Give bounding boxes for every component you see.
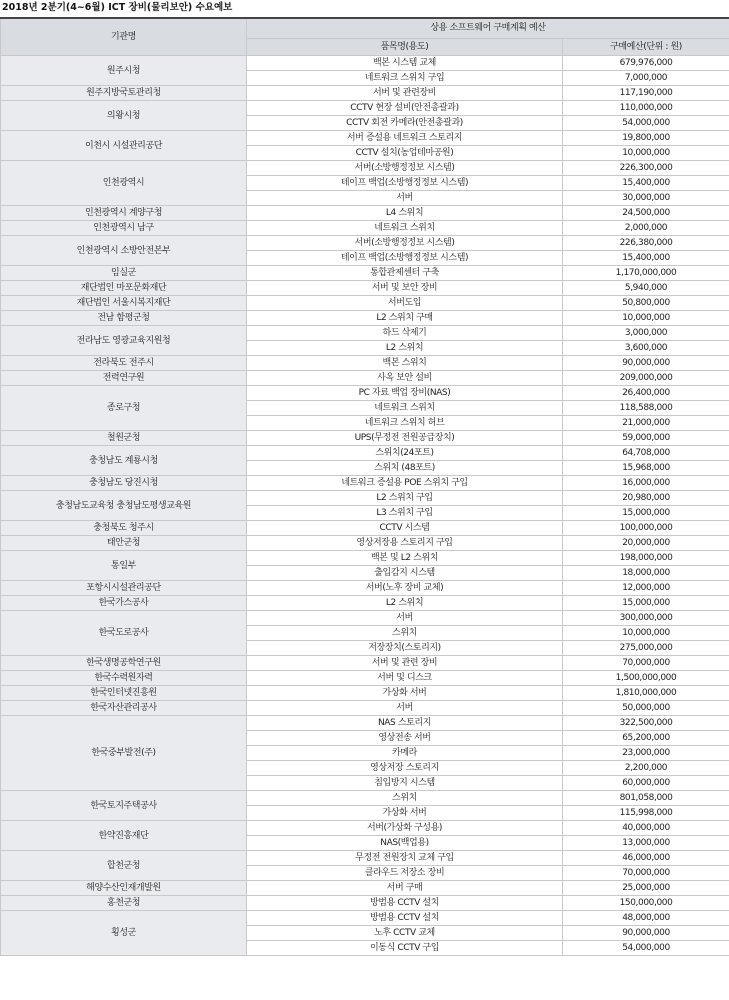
budget-cell: 90,000,000: [563, 356, 729, 371]
table-row: [1, 161, 729, 176]
budget-cell: 50,000,000: [563, 701, 729, 716]
budget-cell: 7,000,000: [563, 71, 729, 86]
item-cell: 가상화 서버: [247, 686, 563, 701]
budget-cell: 110,000,000: [563, 101, 729, 116]
budget-cell: 679,976,000: [563, 56, 729, 71]
budget-cell: 48,000,000: [563, 911, 729, 926]
budget-cell: 209,000,000: [563, 371, 729, 386]
budget-cell: 3,600,000: [563, 341, 729, 356]
org-cell: 원주지방국토관리청: [1, 86, 247, 101]
org-cell: 인천광역시 소방안전본부: [1, 236, 247, 266]
budget-cell: 13,000,000: [563, 836, 729, 851]
budget-cell: 150,000,000: [563, 896, 729, 911]
budget-cell: 115,998,000: [563, 806, 729, 821]
org-cell: 충청북도 청주시: [1, 521, 247, 536]
item-cell: 네트워크 증설용 POE 스위치 구입: [247, 476, 563, 491]
org-cell: 통일부: [1, 551, 247, 581]
item-cell: 백본 및 L2 스위치: [247, 551, 563, 566]
budget-cell: 20,000,000: [563, 536, 729, 551]
table-row: [1, 686, 729, 701]
item-cell: 카메라: [247, 746, 563, 761]
budget-cell: 10,000,000: [563, 626, 729, 641]
table-row: [1, 236, 729, 251]
item-cell: 서버(가상화 구성용): [247, 821, 563, 836]
table-row: [1, 386, 729, 401]
table-row: [1, 476, 729, 491]
item-cell: 서버 및 디스크: [247, 671, 563, 686]
budget-cell: 198,000,000: [563, 551, 729, 566]
org-cell: 인천광역시 남구: [1, 221, 247, 236]
org-cell: 전라남도 영광교육지원청: [1, 326, 247, 356]
org-cell: 횡성군: [1, 911, 247, 956]
budget-cell: 15,400,000: [563, 176, 729, 191]
table-row: [1, 131, 729, 146]
item-cell: 영상저장용 스토리지 구입: [247, 536, 563, 551]
budget-cell: 118,588,000: [563, 401, 729, 416]
table-row: [1, 551, 729, 566]
item-cell: 클라우드 저장소 장비: [247, 866, 563, 881]
page-title: 2018년 2분기(4~6월) ICT 장비(물리보안) 수요예보: [2, 2, 233, 13]
org-cell: 포항시시설관리공단: [1, 581, 247, 596]
org-cell: 전남 함평군청: [1, 311, 247, 326]
item-cell: 침입방지 시스템: [247, 776, 563, 791]
item-cell: L2 스위치: [247, 341, 563, 356]
budget-cell: 2,200,000: [563, 761, 729, 776]
budget-cell: 15,000,000: [563, 506, 729, 521]
item-cell: 네트워크 스위치: [247, 221, 563, 236]
budget-cell: 3,000,000: [563, 326, 729, 341]
budget-cell: 46,000,000: [563, 851, 729, 866]
table-row: [1, 881, 729, 896]
table-row: [1, 716, 729, 731]
org-cell: 한국가스공사: [1, 596, 247, 611]
budget-cell: 18,000,000: [563, 566, 729, 581]
table-row: [1, 821, 729, 836]
item-cell: 서버 및 관련장비: [247, 86, 563, 101]
item-cell: 네트워크 스위치 구입: [247, 71, 563, 86]
table-row: [1, 281, 729, 296]
item-cell: 서버: [247, 191, 563, 206]
budget-cell: 24,500,000: [563, 206, 729, 221]
table-row: [1, 596, 729, 611]
item-cell: NAS(백업용): [247, 836, 563, 851]
org-cell: 인천광역시 계양구청: [1, 206, 247, 221]
budget-cell: 21,000,000: [563, 416, 729, 431]
item-cell: 서버(소방행정정보 시스템): [247, 161, 563, 176]
org-cell: 합천군청: [1, 851, 247, 881]
header-org: 기관명: [1, 18, 247, 56]
item-cell: 방범용 CCTV 설치: [247, 896, 563, 911]
budget-cell: 12,000,000: [563, 581, 729, 596]
table-row: [1, 521, 729, 536]
org-cell: 충청남도교육청 충청남도평생교육원: [1, 491, 247, 521]
item-cell: 서버도입: [247, 296, 563, 311]
item-cell: 영상저장 스토리지: [247, 761, 563, 776]
item-cell: 가상화 서버: [247, 806, 563, 821]
budget-cell: 117,190,000: [563, 86, 729, 101]
org-cell: 의왕시청: [1, 101, 247, 131]
table-row: [1, 446, 729, 461]
table-row: [1, 86, 729, 101]
org-cell: 태안군청: [1, 536, 247, 551]
org-cell: 전라북도 전주시: [1, 356, 247, 371]
table-row: [1, 851, 729, 866]
table-row: [1, 491, 729, 506]
org-cell: 종로구청: [1, 386, 247, 431]
item-cell: L3 스위치 구입: [247, 506, 563, 521]
item-cell: 백본 시스템 교체: [247, 56, 563, 71]
header-group: 상용 소프트웨어 구매계획 예산: [247, 18, 729, 39]
org-cell: 충청남도 당진시청: [1, 476, 247, 491]
table-row: [1, 266, 729, 281]
budget-cell: 5,940,000: [563, 281, 729, 296]
table-row: [1, 431, 729, 446]
item-cell: L2 스위치: [247, 596, 563, 611]
item-cell: 서버(소방행정정보 시스템): [247, 236, 563, 251]
item-cell: CCTV 회전 카메라(안전총괄과): [247, 116, 563, 131]
table-row: [1, 611, 729, 626]
header-budget: 구매예산(단위 : 원): [563, 39, 729, 56]
item-cell: CCTV 현장 설비(안전총괄과): [247, 101, 563, 116]
item-cell: 테이프 백업(소방행정정보 시스템): [247, 251, 563, 266]
budget-cell: 15,000,000: [563, 596, 729, 611]
item-cell: 테이프 백업(소방행정정보 시스템): [247, 176, 563, 191]
budget-cell: 16,000,000: [563, 476, 729, 491]
item-cell: 백본 스위치: [247, 356, 563, 371]
table-header: [1, 18, 729, 56]
budget-cell: 90,000,000: [563, 926, 729, 941]
table-row: [1, 206, 729, 221]
budget-table: [0, 17, 729, 956]
org-cell: 한국인터넷진흥원: [1, 686, 247, 701]
budget-cell: 23,000,000: [563, 746, 729, 761]
item-cell: UPS(무정전 전원공급장치): [247, 431, 563, 446]
budget-cell: 15,400,000: [563, 251, 729, 266]
budget-cell: 40,000,000: [563, 821, 729, 836]
budget-cell: 1,500,000,000: [563, 671, 729, 686]
table-row: [1, 311, 729, 326]
org-cell: 임실군: [1, 266, 247, 281]
org-cell: 한국토지주택공사: [1, 791, 247, 821]
table-row: [1, 536, 729, 551]
org-cell: 전력연구원: [1, 371, 247, 386]
table-row: [1, 221, 729, 236]
org-cell: 한국수력원자력: [1, 671, 247, 686]
budget-cell: 10,000,000: [563, 311, 729, 326]
table-row: [1, 581, 729, 596]
item-cell: L2 스위치 구입: [247, 491, 563, 506]
header-item: 품목명(용도): [247, 39, 563, 56]
org-cell: 충청남도 계룡시청: [1, 446, 247, 476]
budget-cell: 30,000,000: [563, 191, 729, 206]
table-row: [1, 326, 729, 341]
org-cell: 철원군청: [1, 431, 247, 446]
org-cell: 한국도로공사: [1, 611, 247, 656]
budget-cell: 20,980,000: [563, 491, 729, 506]
item-cell: 사옥 보안 설비: [247, 371, 563, 386]
item-cell: L4 스위치: [247, 206, 563, 221]
item-cell: 네트워크 스위치 허브: [247, 416, 563, 431]
budget-cell: 100,000,000: [563, 521, 729, 536]
item-cell: 스위치(24포트): [247, 446, 563, 461]
item-cell: 하드 삭제기: [247, 326, 563, 341]
table-row: [1, 656, 729, 671]
item-cell: 서버 및 보안 장비: [247, 281, 563, 296]
budget-cell: 2,000,000: [563, 221, 729, 236]
org-cell: 원주시청: [1, 56, 247, 86]
budget-cell: 19,800,000: [563, 131, 729, 146]
org-cell: 재단법인 서울시복지재단: [1, 296, 247, 311]
budget-cell: 70,000,000: [563, 866, 729, 881]
item-cell: L2 스위치 구매: [247, 311, 563, 326]
budget-cell: 64,708,000: [563, 446, 729, 461]
table-row: [1, 671, 729, 686]
item-cell: 서버 증설용 네트워크 스토리지: [247, 131, 563, 146]
budget-cell: 54,000,000: [563, 941, 729, 956]
org-cell: 한국자산관리공사: [1, 701, 247, 716]
item-cell: 서버: [247, 611, 563, 626]
budget-cell: 59,000,000: [563, 431, 729, 446]
item-cell: 서버(노후 장비 교체): [247, 581, 563, 596]
budget-cell: 226,300,000: [563, 161, 729, 176]
item-cell: 네트워크 스위치: [247, 401, 563, 416]
table-row: [1, 101, 729, 116]
item-cell: 노후 CCTV 교체: [247, 926, 563, 941]
item-cell: CCTV 설치(농업테마공원): [247, 146, 563, 161]
table-row: [1, 896, 729, 911]
org-cell: 한약진흥재단: [1, 821, 247, 851]
budget-cell: 300,000,000: [563, 611, 729, 626]
budget-cell: 226,380,000: [563, 236, 729, 251]
budget-cell: 15,968,000: [563, 461, 729, 476]
table-row: [1, 296, 729, 311]
item-cell: PC 자료 백업 장비(NAS): [247, 386, 563, 401]
item-cell: 스위치: [247, 791, 563, 806]
org-cell: 한국생명공학연구원: [1, 656, 247, 671]
item-cell: 영상전송 서버: [247, 731, 563, 746]
table-row: [1, 356, 729, 371]
item-cell: 스위치: [247, 626, 563, 641]
table-row: [1, 371, 729, 386]
budget-cell: 65,200,000: [563, 731, 729, 746]
item-cell: 서버 구매: [247, 881, 563, 896]
item-cell: 스위치 (48포트): [247, 461, 563, 476]
item-cell: 저장장치(스토리지): [247, 641, 563, 656]
budget-cell: 322,500,000: [563, 716, 729, 731]
item-cell: NAS 스토리지: [247, 716, 563, 731]
org-cell: 인천광역시: [1, 161, 247, 206]
budget-cell: 1,170,000,000: [563, 266, 729, 281]
table-row: [1, 701, 729, 716]
table-row: [1, 791, 729, 806]
budget-cell: 25,000,000: [563, 881, 729, 896]
budget-cell: 54,000,000: [563, 116, 729, 131]
table-body: [1, 56, 729, 956]
budget-cell: 50,800,000: [563, 296, 729, 311]
table-row: [1, 56, 729, 71]
table-row: [1, 911, 729, 926]
item-cell: 방범용 CCTV 설치: [247, 911, 563, 926]
item-cell: CCTV 시스템: [247, 521, 563, 536]
budget-cell: 10,000,000: [563, 146, 729, 161]
item-cell: 서버: [247, 701, 563, 716]
item-cell: 무정전 전원장치 교체 구입: [247, 851, 563, 866]
org-cell: 해양수산인재개발원: [1, 881, 247, 896]
item-cell: 이동식 CCTV 구입: [247, 941, 563, 956]
item-cell: 통합관제센터 구축: [247, 266, 563, 281]
org-cell: 홍천군청: [1, 896, 247, 911]
item-cell: 출입감지 시스템: [247, 566, 563, 581]
org-cell: 재단법인 마포문화재단: [1, 281, 247, 296]
budget-cell: 70,000,000: [563, 656, 729, 671]
org-cell: 한국중부발전(주): [1, 716, 247, 791]
budget-cell: 275,000,000: [563, 641, 729, 656]
budget-cell: 1,810,000,000: [563, 686, 729, 701]
budget-cell: 60,000,000: [563, 776, 729, 791]
org-cell: 이천시 시설관리공단: [1, 131, 247, 161]
budget-cell: 26,400,000: [563, 386, 729, 401]
item-cell: 서버 및 관련 장비: [247, 656, 563, 671]
budget-cell: 801,058,000: [563, 791, 729, 806]
